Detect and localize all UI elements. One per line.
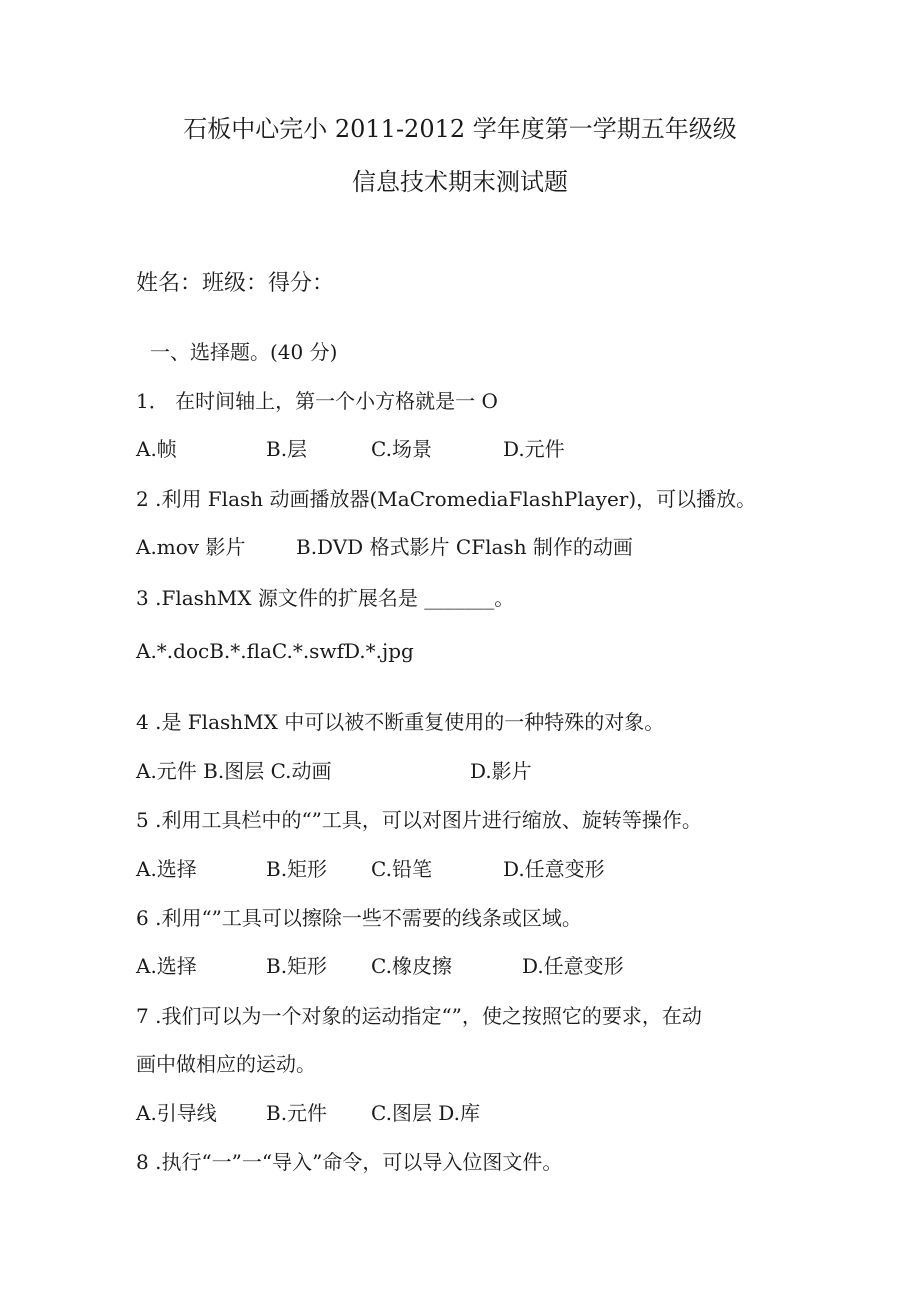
question-2-option-a: A.mov 影片 [136, 535, 246, 559]
question-2-option-bc: B.DVD 格式影片 CFlash 制作的动画 [296, 535, 633, 559]
question-1-option-d: D.元件 [503, 437, 565, 461]
question-7-stem: 7 .我们可以为一个对象的运动指定“”，使之按照它的要求，在动 [136, 1004, 702, 1028]
student-info-line: 姓名：班级：得分： [136, 271, 335, 296]
question-7-option-cd: C.图层 D.库 [371, 1101, 480, 1125]
question-5-option-a: A.选择 [136, 857, 197, 881]
question-1-stem: 1． 在时间轴上，第一个小方格就是一 O [136, 389, 498, 413]
section-heading: 一、选择题。(40 分) [150, 340, 338, 364]
question-5-option-d: D.任意变形 [503, 857, 605, 881]
question-2-stem: 2 .利用 Flash 动画播放器(MaCromediaFlashPlayer)，可以播放。 [136, 487, 757, 511]
question-6-option-d: D.任意变形 [522, 954, 624, 978]
question-3-options: A.*.docB.*.flaC.*.swfD.*.jpg [136, 639, 414, 663]
question-1-option-b: B.层 [266, 437, 308, 461]
exam-title: 石板中心完小 2011-2012 学年度第一学期五年级级 [183, 115, 737, 143]
question-5-option-c: C.铅笔 [371, 857, 432, 881]
question-7-stem-continued: 画中做相应的运动。 [136, 1052, 316, 1076]
question-4-option-abc: A.元件 B.图层 C.动画 [136, 759, 332, 783]
question-4-stem: 4 .是 FlashMX 中可以被不断重复使用的一种特殊的对象。 [136, 710, 665, 734]
question-6-option-c: C.橡皮擦 [371, 954, 452, 978]
question-1-option-c: C.场景 [371, 437, 432, 461]
question-4-option-d: D.影片 [470, 759, 532, 783]
question-6-stem: 6 .利用“”工具可以擦除一些不需要的线条或区域。 [136, 906, 582, 930]
exam-subtitle: 信息技术期末测试题 [352, 168, 568, 196]
question-3-stem: 3 .FlashMX 源文件的扩展名是 _______。 [136, 586, 515, 610]
question-8-stem: 8 .执行“一”一“导入”命令，可以导入位图文件。 [136, 1150, 563, 1174]
question-5-option-b: B.矩形 [266, 857, 328, 881]
question-7-option-a: A.引导线 [136, 1101, 217, 1125]
question-1-option-a: A.帧 [136, 437, 177, 461]
question-6-option-b: B.矩形 [266, 954, 328, 978]
question-5-stem: 5 .利用工具栏中的“”工具，可以对图片进行缩放、旋转等操作。 [136, 808, 702, 832]
question-7-option-b: B.元件 [266, 1101, 328, 1125]
question-6-option-a: A.选择 [136, 954, 197, 978]
